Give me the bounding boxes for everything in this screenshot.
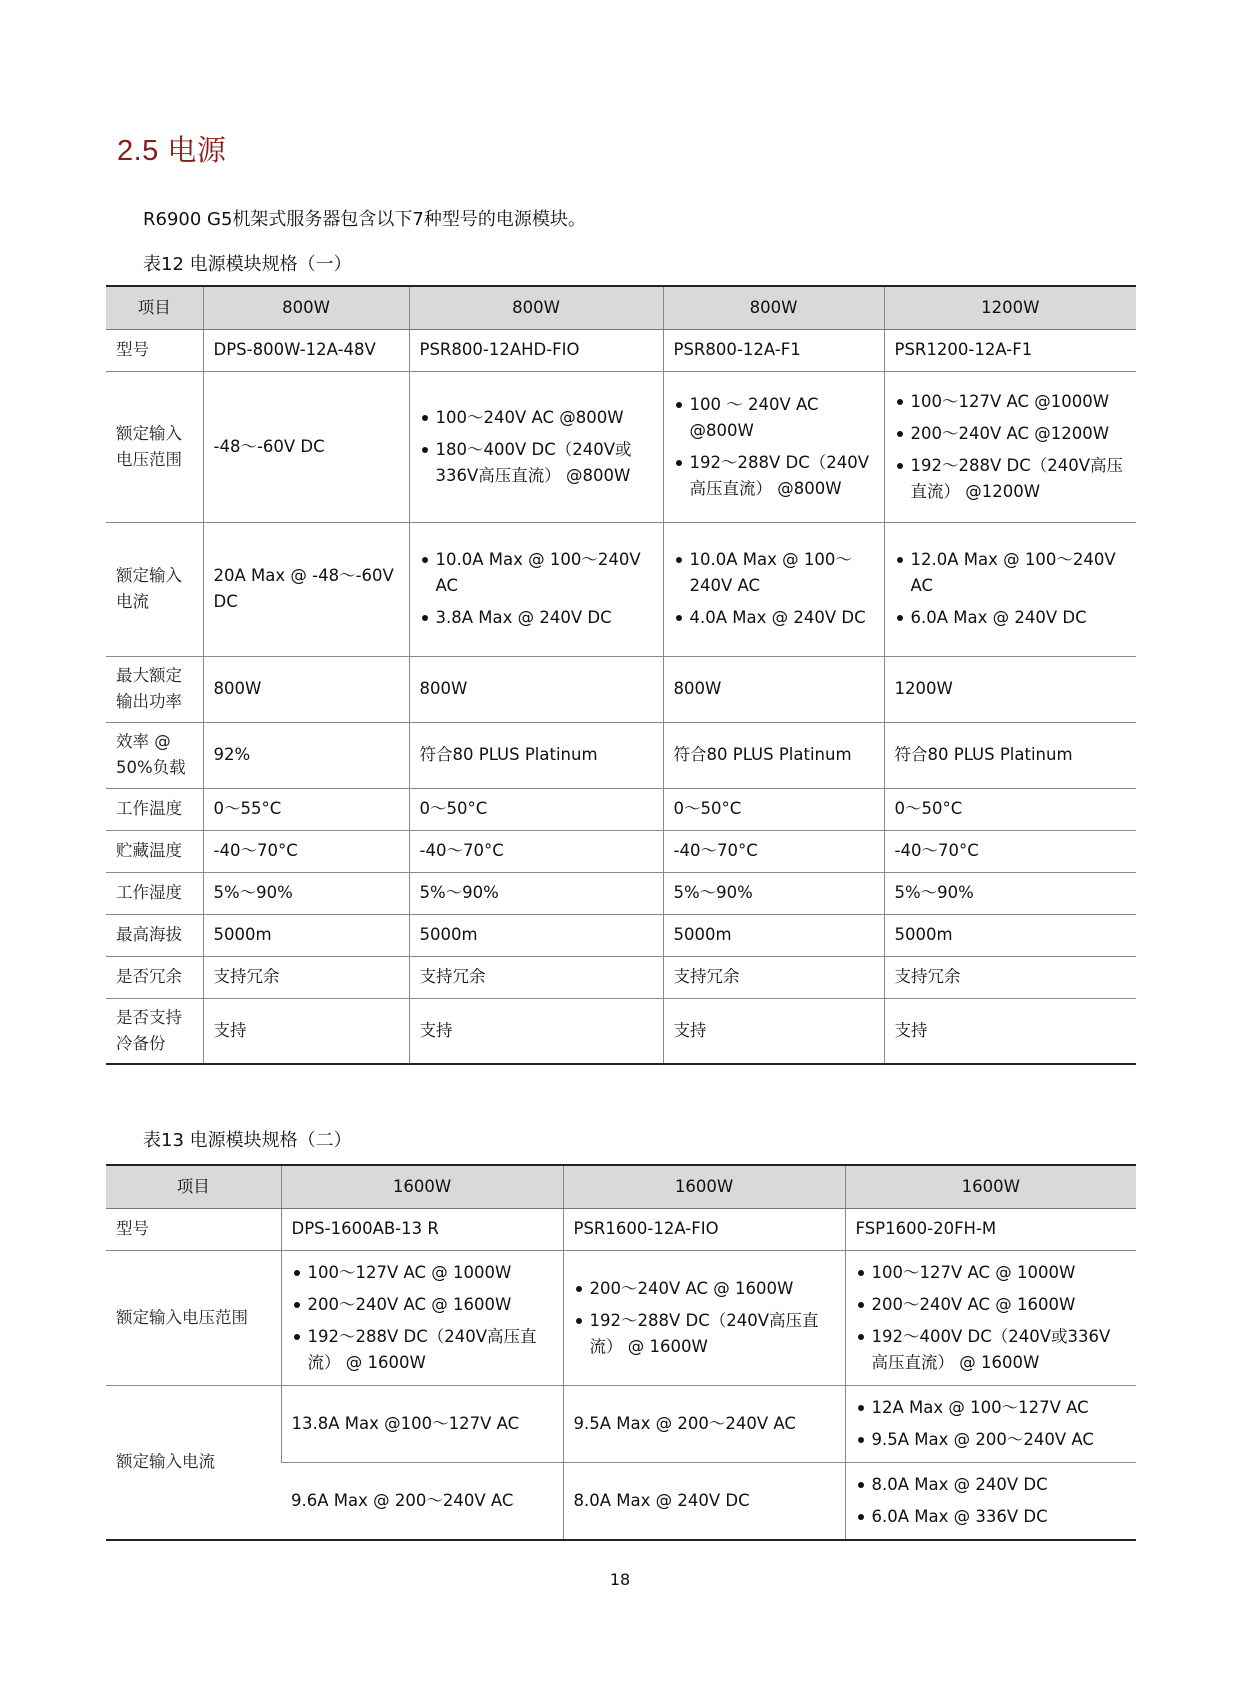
table-cell: [845, 1462, 1136, 1540]
table-cell: DPS-1600AB-13 R: [281, 1208, 563, 1250]
list-item: 100 ～ 240V AC @800W: [674, 392, 874, 444]
table-cell: -40～70°C: [663, 830, 884, 872]
row-label: 最大额定输出功率: [106, 656, 203, 722]
bullet-list: [856, 1260, 1127, 1376]
row-label: 型号: [106, 329, 203, 371]
list-item: 200～240V AC @ 1600W: [856, 1292, 1127, 1318]
list-item: 100～127V AC @ 1000W: [856, 1260, 1127, 1286]
table-cell: 符合80 PLUS Platinum: [663, 722, 884, 788]
table-row: [106, 722, 1136, 788]
table-cell: -40～70°C: [203, 830, 409, 872]
list-item: 200～240V AC @1200W: [895, 421, 1127, 447]
table-row: [106, 830, 1136, 872]
table1-caption: 表12 电源模块规格（一）: [143, 254, 352, 275]
table-cell: 13.8A Max @100～127V AC: [281, 1385, 563, 1462]
table-cell: PSR800-12AHD-FIO: [409, 329, 663, 371]
table-row: [106, 872, 1136, 914]
table-cell: 5%～90%: [203, 872, 409, 914]
list-item: 100～240V AC @800W: [420, 405, 653, 431]
table-cell: 支持: [663, 998, 884, 1064]
bullet-list: [895, 389, 1127, 505]
table-cell: [409, 371, 663, 522]
list-item: 9.5A Max @ 200～240V AC: [856, 1427, 1127, 1453]
list-item: 12A Max @ 100～127V AC: [856, 1395, 1127, 1421]
list-item: 6.0A Max @ 336V DC: [856, 1504, 1127, 1530]
table-cell: [663, 522, 884, 656]
table-row: [106, 1208, 1136, 1250]
list-item: 192～288V DC（240V高压直流） @ 1600W: [292, 1324, 553, 1376]
row-label: 额定输入电流: [106, 1385, 281, 1540]
table-cell: 符合80 PLUS Platinum: [409, 722, 663, 788]
table-cell: FSP1600-20FH-M: [845, 1208, 1136, 1250]
table-cell: 800W: [409, 656, 663, 722]
table-cell: 符合80 PLUS Platinum: [884, 722, 1136, 788]
section-heading: 2.5 电源: [117, 135, 227, 167]
list-item: 3.8A Max @ 240V DC: [420, 605, 653, 631]
row-label: 是否支持冷备份: [106, 998, 203, 1064]
table-cell: 800W: [663, 656, 884, 722]
table-row: [106, 656, 1136, 722]
table-cell: 1200W: [884, 656, 1136, 722]
list-item: 100～127V AC @1000W: [895, 389, 1127, 415]
table-cell: 0～50°C: [663, 788, 884, 830]
table-cell: [409, 522, 663, 656]
table-row: [106, 522, 1136, 656]
list-item: 4.0A Max @ 240V DC: [674, 605, 874, 631]
table-header-row: [106, 286, 1136, 329]
table-cell: 支持冗余: [409, 956, 663, 998]
table-row: [106, 1385, 1136, 1462]
table-cell: 支持: [884, 998, 1136, 1064]
bullet-list: [292, 1260, 553, 1376]
bullet-list: [420, 405, 653, 489]
table-cell: 0～50°C: [409, 788, 663, 830]
list-item: 10.0A Max @ 100～240V AC: [674, 547, 874, 599]
table-cell: PSR800-12A-F1: [663, 329, 884, 371]
table-cell: 5000m: [884, 914, 1136, 956]
table-cell: 5%～90%: [884, 872, 1136, 914]
table-cell: 支持冗余: [884, 956, 1136, 998]
table-cell: PSR1600-12A-FIO: [563, 1208, 845, 1250]
table-cell: -40～70°C: [884, 830, 1136, 872]
header-cell: 800W: [663, 286, 884, 329]
list-item: 10.0A Max @ 100～240V AC: [420, 547, 653, 599]
row-label: 额定输入电流: [106, 522, 203, 656]
row-label: 最高海拔: [106, 914, 203, 956]
table-cell: 支持冗余: [663, 956, 884, 998]
header-cell: 1200W: [884, 286, 1136, 329]
table-row: [106, 1250, 1136, 1385]
list-item: 192～288V DC（240V高压直流） @800W: [674, 450, 874, 502]
header-cell: 项目: [106, 286, 203, 329]
table-row: [106, 914, 1136, 956]
table-cell: 9.6A Max @ 200～240V AC: [281, 1462, 563, 1540]
power-spec-table-1: [106, 285, 1136, 1065]
list-item: 12.0A Max @ 100～240V AC: [895, 547, 1127, 599]
table-cell: PSR1200-12A-F1: [884, 329, 1136, 371]
intro-paragraph: R6900 G5机架式服务器包含以下7种型号的电源模块。: [143, 209, 586, 230]
table-cell: 9.5A Max @ 200～240V AC: [563, 1385, 845, 1462]
header-cell: 项目: [106, 1165, 281, 1208]
table-row: [106, 329, 1136, 371]
table-cell: [845, 1385, 1136, 1462]
bullet-list: [420, 547, 653, 631]
list-item: 200～240V AC @ 1600W: [292, 1292, 553, 1318]
row-label: 额定输入电压范围: [106, 371, 203, 522]
table2-caption: 表13 电源模块规格（二）: [143, 1130, 352, 1151]
table-cell: 5%～90%: [663, 872, 884, 914]
row-label: 额定输入电压范围: [106, 1250, 281, 1385]
table-cell: [884, 371, 1136, 522]
table-cell: 5000m: [663, 914, 884, 956]
table-cell: -40～70°C: [409, 830, 663, 872]
table-cell: 800W: [203, 656, 409, 722]
table-cell: 0～55°C: [203, 788, 409, 830]
table-cell: DPS-800W-12A-48V: [203, 329, 409, 371]
bullet-list: [674, 392, 874, 502]
table-row: [106, 998, 1136, 1064]
table-row: [106, 371, 1136, 522]
list-item: 8.0A Max @ 240V DC: [856, 1472, 1127, 1498]
table-cell: [845, 1250, 1136, 1385]
bullet-list: [856, 1472, 1127, 1530]
table-cell: 5%～90%: [409, 872, 663, 914]
table-row: [106, 788, 1136, 830]
table-cell: 支持: [203, 998, 409, 1064]
table-row: [106, 956, 1136, 998]
table-cell: 0～50°C: [884, 788, 1136, 830]
header-cell: 800W: [409, 286, 663, 329]
row-label: 型号: [106, 1208, 281, 1250]
table-cell: [281, 1250, 563, 1385]
table-cell: 5000m: [409, 914, 663, 956]
table-cell: 支持: [409, 998, 663, 1064]
list-item: 192～288V DC（240V高压直流） @1200W: [895, 453, 1127, 505]
power-spec-table-2: [106, 1164, 1136, 1541]
list-item: 100～127V AC @ 1000W: [292, 1260, 553, 1286]
header-cell: 1600W: [563, 1165, 845, 1208]
table-cell: 20A Max @ -48～-60V DC: [203, 522, 409, 656]
list-item: 200～240V AC @ 1600W: [574, 1276, 835, 1302]
header-cell: 1600W: [281, 1165, 563, 1208]
row-label: 效率 @ 50%负载: [106, 722, 203, 788]
list-item: 180～400V DC（240V或336V高压直流） @800W: [420, 437, 653, 489]
list-item: 192～288V DC（240V高压直流） @ 1600W: [574, 1308, 835, 1360]
table-cell: 92%: [203, 722, 409, 788]
table-cell: 支持冗余: [203, 956, 409, 998]
table-header-row: [106, 1165, 1136, 1208]
page-number: 18: [609, 1570, 631, 1589]
table-cell: 5000m: [203, 914, 409, 956]
row-label: 工作温度: [106, 788, 203, 830]
list-item: 6.0A Max @ 240V DC: [895, 605, 1127, 631]
bullet-list: [574, 1276, 835, 1360]
header-cell: 800W: [203, 286, 409, 329]
bullet-list: [856, 1395, 1127, 1453]
table-cell: 8.0A Max @ 240V DC: [563, 1462, 845, 1540]
table-cell: -48～-60V DC: [203, 371, 409, 522]
row-label: 贮藏温度: [106, 830, 203, 872]
table-cell: [884, 522, 1136, 656]
table-cell: [663, 371, 884, 522]
header-cell: 1600W: [845, 1165, 1136, 1208]
list-item: 192～400V DC（240V或336V高压直流） @ 1600W: [856, 1324, 1127, 1376]
row-label: 是否冗余: [106, 956, 203, 998]
table-cell: [563, 1250, 845, 1385]
bullet-list: [674, 547, 874, 631]
row-label: 工作湿度: [106, 872, 203, 914]
bullet-list: [895, 547, 1127, 631]
